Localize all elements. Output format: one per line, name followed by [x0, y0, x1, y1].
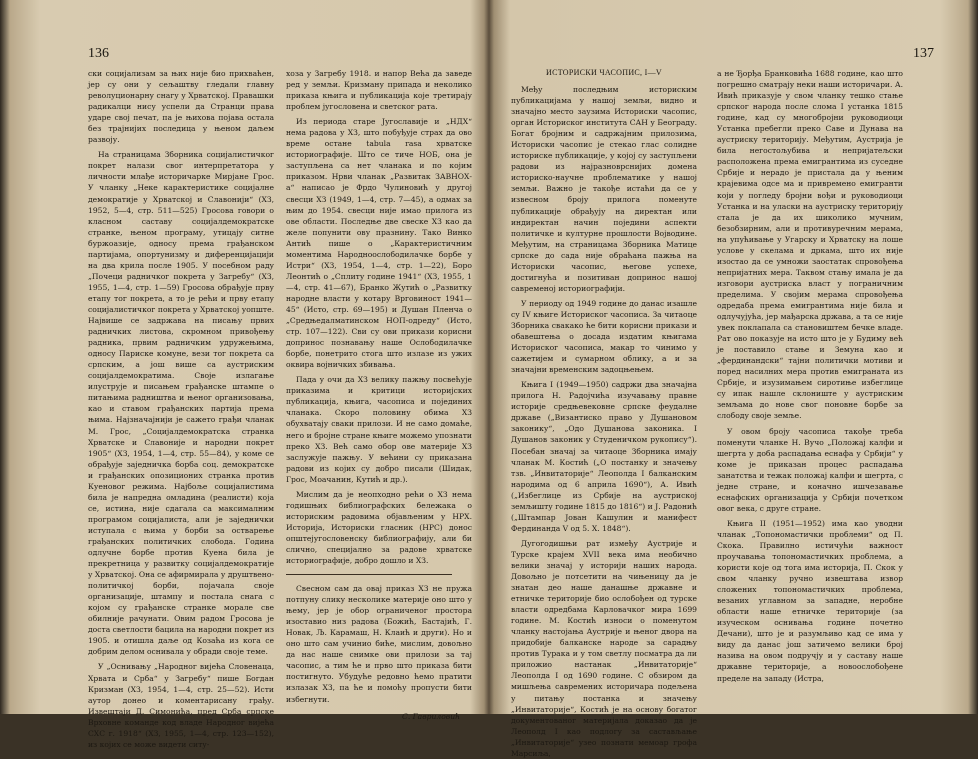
right-page: [489, 0, 978, 758]
paragraph: Дугогодишњи рат између Аустрије и Турске крајем XVII века има необично велики значај у историји наших народа. Довољно је потсетити на чињеницу да је знатан део наше данашње државне и етничке територије био ослобођен од турске власти одредбама Карловачког мира 1699 године. М. Костић износи о поменутом чланку настојања Аустрије и њеног двора на придобије балканске народе за сарадњу против Турака и у том светлу посматра да ли приложио настанак „Инвитаторије“ Леополда I од 1690 године. С обзиром да мишљења савремених историчара подељена у питању постанка и значењу „Инвитаторије“, Костић је на основу богатог документованог материјала доказао да је Леополд I као подлогу за састављање „Инвитаторије“ узео познати мемоар грофа Марсиља,: [511, 538, 697, 758]
section-divider: [286, 574, 452, 575]
paragraph: У овом броју часописа такође треба поменути чланке Н. Вучо „Положај калфи и шегрта у доба распадања еснафа у Србији“ у коме је приказан процес распадања занатства и тежак положај калфи и шегрта, с једне стране, и коначно ишчезавање еснафских организација у Србији почетком овог века, с друге стране.: [717, 426, 903, 513]
article-heading: ИСТОРИСКИ ЧАСОПИС, I—V: [546, 68, 662, 77]
paragraph: Свесном сам да овај приказ ХЗ не пружа потпуну слику несколике материје оно што у њему, јер је обор ограниченог простора изоставио низ радова (Божић, Бастајић, Г. Новак, Љ. Карамаш, Н. Клаић и други). Но и оно што сам учинио биће, мислим, довољно да нас наше снимке ови прилози за тај часопис, а тим ће и прво што приказа бити постигнуто. Убудуће редовно ћемо пратити излазак ХЗ, па ће и помоћу пропусти бити избегнути.: [286, 584, 472, 704]
paragraph: ски социјализам за њих није био прихваћен, јер су они у сељаштву гледали главну револуционарну снагу у Хрватској. Правашки радикалци нису успели да Странци права ударе свој печат, па је њихова појава остала без трајнијих последица у њеном даљем развоју.: [88, 69, 274, 145]
paragraph: Књига I (1949—1950) садржи два значајна прилога Н. Радојчића изучавању правне историје средњевековне српске феудалне државе („Византиско право у Душановом законику“, „Одо Душанова законика. I Душанов законик у Студеничком рукопису“). Посебан значај за читаоце Зборника имају чланак М. Костић („О постанку и значењу тзв. „Инвитаторије“ Леополда I балканским народима од 6 априла 1690“), А. Ивић („Избеглице из Србије на аустриској земљишту године 1815 до 1816“) и Ј. Радонић („Штампар Јован Кашулин и манифест Фердинанда V од 5. Х. 1848“).: [511, 380, 697, 533]
paragraph: На страницама Зборника социјалистичког покрет налази свог интерпретатора у личности млађе историчарке Мирјане Грос. У чланку „Неке карактеристике социјалне демократије у Хрватској и Славонији“ (ХЗ, 1952, 5—4, стр. 511—525) Гросова говори о класном саставу социјалдемократске странке, њеном програму, утицају ситне буржоазије, односу према грађанском партијама, опортунизму и диференцијацији на два крила после 1905. У посебном раду „Почеци радничког покрета у Загребу“ (ХЗ, 1955, 1—4, стр. 1—59) Гросова обрађује прву етапу тог покрета, а то је рећи и прву етапу социјалистичког покрета у Хрватској уопште. Највише се задржава на писању првих радничких листова, скромном привођењу радника, првим радничким удружењима, односу Париске комуне, вези тог покрета са српским, а још више са аустриским социјалдемократима. Своје излагање илуструје и писањем грађанске штампе о питањима радништва и њеног организовања, као и ставом грађанских партија према њима. Најзначајнији је сажето грађи чланак М. Грос, „Социјалдемократска странка Хрватске и Славоније и народни покрет 1905“ (ХЗ, 1954, 1—4, стр. 55—84), у коме се обрађује заједничка борба соц. демократске и грађанских опозиционих странка против Куеновог режима. Најбоље социјалистима била је напредна омладина (реалисти) која се, истина, није сдагала са максималним програмом социјалиста, али је заједнички иступала с њима у борби за остварење грађанских политичких слобода. Година одлучне борбе против Куена била је прекретница у развитку социјалдемократије у Хрватској. Она се афирмирала у друштвено-политичкој борби, појачала своје организације, штампу и постала снага с којом су грађанске странке морале све обилније рачунати. Овим радом Гросова је доста светлости бацила на народни покрет из 1905. и отишла даље од Козаћа из кога се добрим делом оснивала у обради своје теме.: [88, 150, 274, 657]
page-number-right: 137: [913, 46, 934, 61]
paragraph: Међу последњим историским публикацијама у нашој земљи, видно и значајно место заузима Историски часопис, орган Историског института САН у Београду. Богат бројним и садржајним прилозима, Историски часопис је стекао глас солидне историске публикације, у којој су заступљени радови из најразноврснијих домена историско-научне проблематике у нашој земљи. Важно је такође истаћи да се у извесном броју прилога поменуте публикације обрађују на директан или индиректан начин поједини аспекти политичке и културне прошлости Војводине. Међутим, на страницама Зборника Матице српске до сада није обраћана пажња на Историски часопис, његове успехе, достигнућа и позитиван допринос нашој савременој историографији.: [511, 85, 697, 293]
paragraph: Из периода старе Југославије и „НДХ“ нема радова у ХЗ, што побуђује страх да ово време остане tabula rasa хрватске историографије. Што се тиче НОБ, она је заступљена са нет чланака и по којим приказом. Нрви чланак „Развитак ЗАВНОХ-а“ написао је Фрдо Чулиновић у другој свесци ХЗ (1949, 1—4, стр. 7—45), а одмах за њим до 1954. свесци није имао прилога из ове области. Последње две свеске ХЗ као да желе попунити ову празнину. Тако Винко Антић пише о „Карактеристичним моментима Народноослободилачке борбе у Истри“ (ХЗ, 1954, 1—4, стр. 1—22), Боро Леонтић о „Сплиту године 1941“ (ХЗ, 1955, 1—4, стр. 41—67), Бранко Жутић о „Развитку народне власти у котару Врговиност 1941—45“ (Исто, стр. 69—195) и Душан Пленча о „Средњедалматинском НОП-одреду“ (Исто, стр. 107—122). Сви су ови прикази корисни допринос познавању наше Ослободилачке борбе, понетрито стога што излазе из ужих оквира војничких збивања.: [286, 117, 472, 370]
left-column-2: [286, 68, 472, 722]
paragraph: У периоду од 1949 године до данас изашле су IV књиге Историског часописа. За читаоце Зборника свакако ће бити корисни прикази и обавештења о досада издатим књигама Историског часописа, макар то чинимо у сажетијем и сумарном облику, а и за значајни временским задоцњењем.: [511, 298, 697, 375]
left-column-1: [88, 68, 274, 750]
right-column-2: [717, 68, 903, 684]
paragraph: Пада у очи да ХЗ велику пажњу посвећује приказима и критици историјских публикација, књига, часописа и појединих чланака. Скоро половину обима ХЗ обухватају сваки прилози. И не само домаће, него и бројне стране књиге можемо упознати преко ХЗ. Већ само обор ове материје ХЗ заслужује пажњу. У већини су приказана радови из којих су добро писали (Шидак, Грос, Моачанин, Кутић и др.).: [286, 375, 472, 484]
right-column-1: [511, 84, 697, 759]
page-number-left: 136: [88, 46, 109, 61]
left-page: [0, 0, 489, 749]
paragraph: а не Ђорђа Бранковића 1688 године, као што погрешно сматрају неки наши историчари. А. Ивић приказује у свом чланку тешко стање српског народа после слома I устанка 1815 године, кад су многобројни руководиоци Устанка пребегли преко Саве и Дунава на аустриску територију. Међутим, Аустрија је била негостољубива и непријатељски расположена према емигрантима из суседне Србије и нерадо је пристала да у њеним крајевима одсе ма и привремено емигранти који у погледу бројни вођи и руководиоци Устанка и на уласки на аустриску територију стала је да их шиколико мучним, безобзирним, али и противуречним мерама, на упућивање у Угарску и Хрватску на лоше услове у скелама и дркама, што их није изостао да се умножи заостатак спровођења непријатних мера. Таквом стању имала је да изговори аустриска власт у пограничним пределима. У својим мерама спровођења одредаба према емигрантима није била и одлучујућа, јер мађарска држава, а та се није увек поклапала са становиштем бечке владе. Рат ово показује на исто што је у Будиму већ је поставило стање и Земуна као и „фердинандски“ тајни политички мотиви и поред насилних мера против емиграната из Србије, и изузимањем сиротиње избеглице су ипак нашле склониште у аустриским земљама до нове свог поновне борбе за слободу своје земље.: [717, 69, 903, 421]
paragraph: Књига II (1951—1952) има као уводни чланак „Топономастички проблеми“ од П. Скока. Правилно истичући важност проучавања топономастичких проблема, а користи које од тога има историја, П. Скок у свом чланку ручно извештава извор сложених топономастичких проблема, везаних углавном за западне, неробне области наше етничке територије (за изуческом оснивања године почетно Дечани), што је и разумљиво кад се има у виду да данас још затичемо велики број назива на овом подручју и у саставу наше државне територије, а новоослобођене пределе на западу (Истра,: [717, 518, 903, 683]
paragraph: Мислим да је неопходно рећи о ХЗ нема годишњих библиографских бележака о историским радовима објављеним у НРХ. Историја, Историски гласник (НРС) донос општејугословенску библиографију, али би слично, специјално за радове хрватске историографије, добро дошло и ХЗ.: [286, 489, 472, 566]
paragraph: хоза у Загребу 1918. и напор Већа да заведе ред у земљи. Кризману припада и неколико приказа књига и публикација које третирају проблем југословена и светског рата.: [286, 69, 472, 112]
paragraph: У „Оснивању „Народног вијећа Словенаца, Хрвата и Срба“ у Загребу“ пише Богдан Кризман (ХЗ, 1954, 1—4, стр. 25—52). Исти аутор донео и коментарисану грађу. Извештаји Д. Симонића, пред Срба српске Врховне команде код владе Народног вијећа СХС г. 1918“ (ХЗ, 1955, 1—4, стр. 123—152), из којих се може видети ситу-: [88, 662, 274, 749]
author-signature: С. Гавриловић: [402, 711, 460, 721]
